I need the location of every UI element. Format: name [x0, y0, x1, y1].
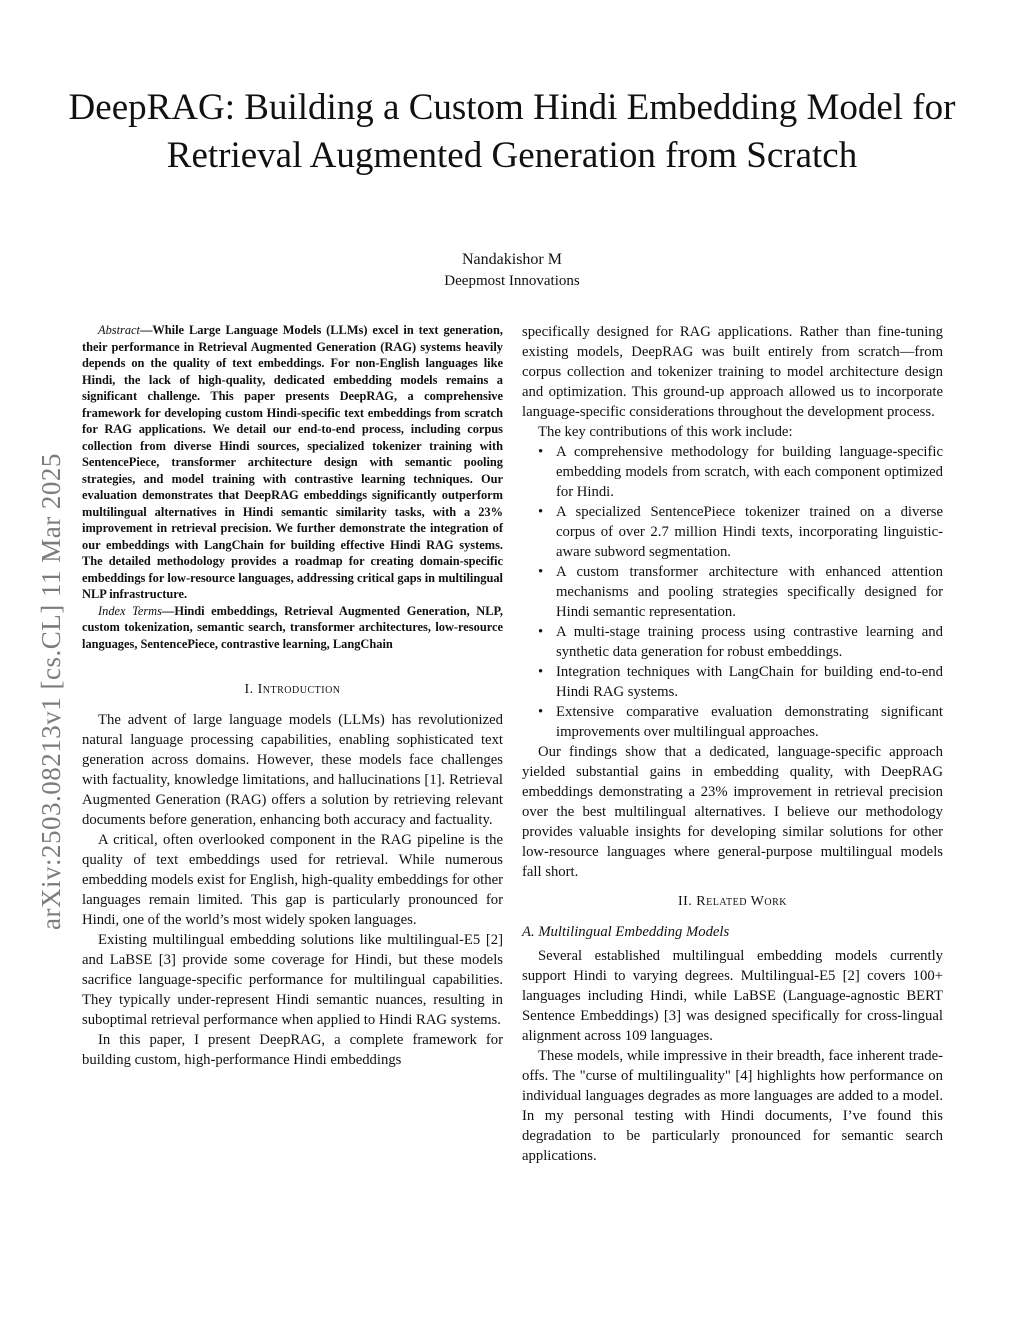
related-work-paragraph: Several established multilingual embedding models currently support Hindi to varying degrees. Multilingual-E5 [2] covers 100+ languages including Hindi, while LaBSE (Language-agnostic BERT Sentence Embeddings) [3] was designed specifically for cross-lingual alignment across 109 languages. — [522, 948, 943, 1044]
intro-paragraph: The advent of large language models (LLMs) has revolutionized natural language processing capabilities, enabling sophisticated text generation across domains. However, these models face challenges with factuality, knowledge limitations, and hallucinations [1]. Retrieval Augmented Generation (RAG) offers a solution by retrieving relevant documents before generation, enhancing both accuracy and factuality. — [82, 712, 503, 828]
section-heading-introduction: I. Introduction — [244, 682, 341, 697]
contribution-item: • A specialized SentencePiece tokenizer trained on a diverse corpus of over 2.7 million Hindi texts, incorporating linguistic-aware subword segmentation. — [522, 502, 943, 562]
contribution-item: • A multi-stage training process using contrastive learning and synthetic data generation for robust embeddings. — [522, 622, 943, 662]
section-heading-related-work: II. Related Work — [677, 894, 787, 909]
contribution-item: • Integration techniques with LangChain for building end-to-end Hindi RAG systems. — [522, 662, 943, 702]
paper-title: DeepRAG: Building a Custom Hindi Embedding Model for Retrieval Augmented Generation from Scratch — [68, 87, 956, 176]
index-terms — [82, 603, 503, 653]
findings-paragraph: Our findings show that a dedicated, language-specific approach yielded substantial gains in embedding quality, with DeepRAG embeddings demonstrating a 23% improvement in retrieval precision over the best multilingual alternatives. I believe our methodology provides valuable insights for developing similar solutions for other low-resource languages where general-purpose multilingual models fall short. — [522, 744, 943, 880]
contributions-intro: The key contributions of this work include: — [538, 424, 793, 440]
contribution-item: • A custom transformer architecture with enhanced attention mechanisms and pooling strategies specifically designed for Hindi semantic representation. — [522, 562, 943, 622]
contribution-item: • A comprehensive methodology for building language-specific embedding models from scratch, with each component optimized for Hindi. — [522, 442, 943, 502]
index-terms-label: Index Terms — [98, 603, 162, 618]
author-name: Nandakishor M — [462, 251, 562, 268]
right-column — [522, 322, 943, 1166]
intro-paragraph: Existing multilingual embedding solutions like multilingual-E5 [2] and LaBSE [3] provide some coverage for Hindi, but these models sacrifice language-specific performance for multilingual capabilities. They typically under-represent Hindi semantic nuances, resulting in suboptimal retrieval performance when applied to Hindi RAG systems. — [82, 932, 503, 1028]
index-terms-text: —Hindi embeddings, Retrieval Augmented Generation, NLP, custom tokenization, semantic search, transformer architectures, low-resource languages, SentencePiece, contrastive learning, LangChain — [82, 603, 503, 651]
related-work-paragraph: These models, while impressive in their breadth, face inherent trade-offs. The "curse of multilinguality" [4] highlights how performance on individual languages degrades as more languages are added to a model. In my personal testing with Hindi documents, I’ve found this degradation to be particularly pronounced for semantic search applications. — [522, 1048, 943, 1164]
subsection-heading-multilingual: A. Multilingual Embedding Models — [522, 924, 730, 940]
contributions-list — [522, 442, 943, 742]
abstract-text: —While Large Language Models (LLMs) excel in text generation, their performance in Retrieval Augmented Generation (RAG) systems heavily depends on the quality of text embeddings. For non-English languages like Hindi, the lack of high-quality, dedicated embedding models remains a significant challenge. This paper presents DeepRAG, a comprehensive framework for developing custom Hindi-specific text embeddings from scratch for RAG applications. We detail our end-to-end process, including corpus collection from diverse Hindi sources, specialized tokenizer training with SentencePiece, transformer architecture design with semantic pooling strategies, and model training with contrastive learning techniques. Our evaluation demonstrates that DeepRAG embeddings significantly outperform multilingual alternatives in Hindi semantic similarity tasks, with a 23% improvement in retrieval precision. We further demonstrate the integration of our embeddings with LangChain for building effective Hindi RAG systems. The detailed methodology provides a roadmap for creating domain-specific embeddings for low-resource languages, addressing critical gaps in multilingual NLP infrastructure. — [82, 323, 503, 601]
abstract-label: Abstract — [98, 323, 140, 337]
author-affiliation: Deepmost Innovations — [444, 273, 580, 289]
intro-paragraph: In this paper, I present DeepRAG, a complete framework for building custom, high-performance Hindi embeddings — [82, 1032, 503, 1068]
intro-continuation: specifically designed for RAG applications. Rather than fine-tuning existing models, DeepRAG was built entirely from scratch—from corpus collection and tokenizer training to model architecture design and optimization. This ground-up approach allowed us to incorporate language-specific considerations throughout the development process. — [522, 324, 943, 420]
arxiv-identifier: arXiv:2503.08213v1 [cs.CL] 11 Mar 2025 — [36, 453, 66, 930]
abstract — [82, 322, 503, 603]
contribution-item: • Extensive comparative evaluation demonstrating significant improvements over multilingual approaches. — [522, 702, 943, 742]
left-column — [82, 322, 503, 1070]
intro-paragraph: A critical, often overlooked component in the RAG pipeline is the quality of text embeddings used for retrieval. While numerous embedding models exist for English, high-quality embeddings for other languages remain limited. This gap is particularly pronounced for Hindi, one of the world’s most widely spoken languages. — [82, 832, 503, 928]
